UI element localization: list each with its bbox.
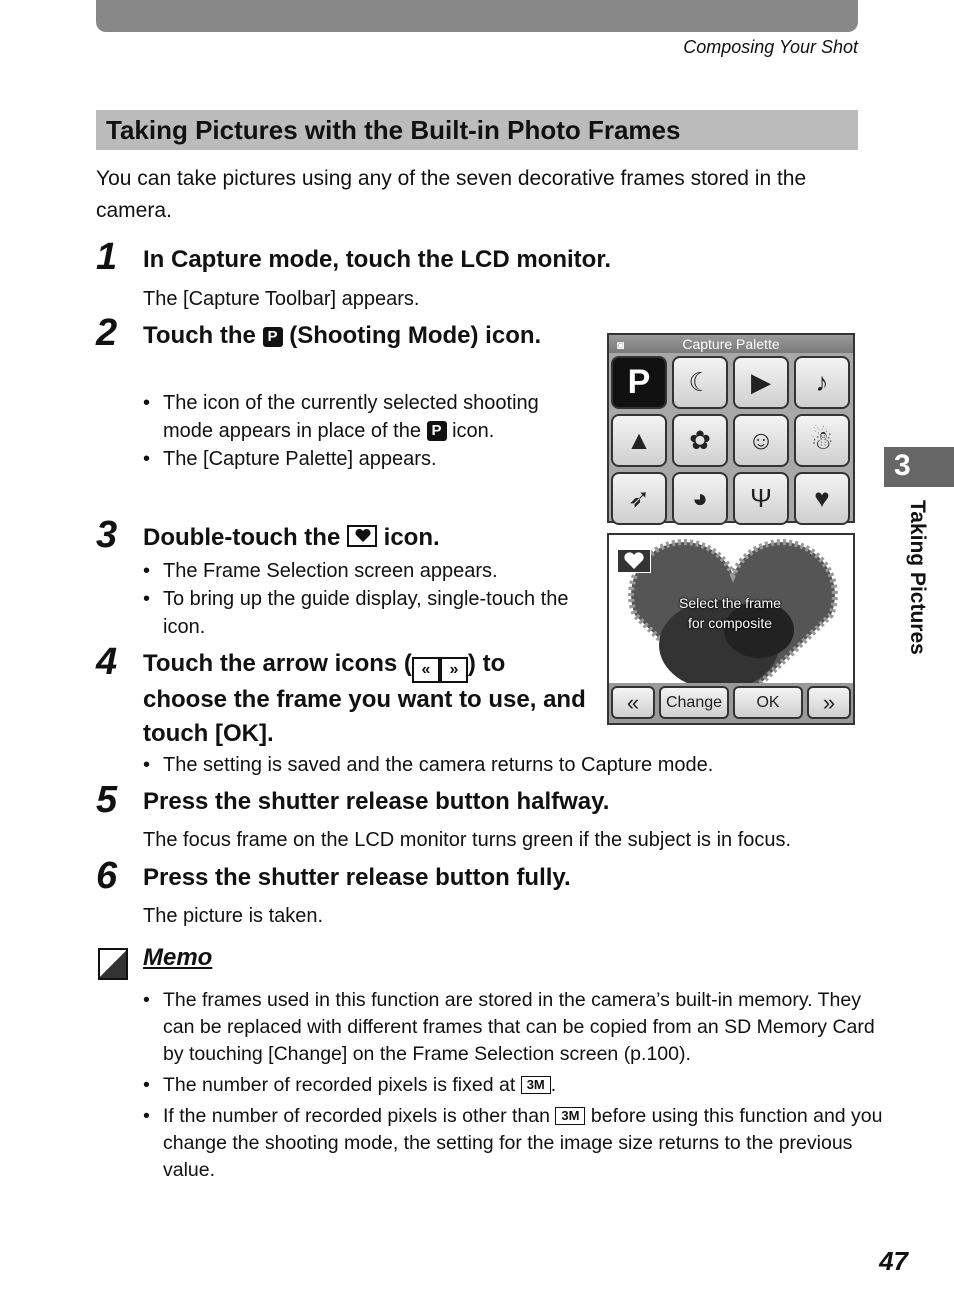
palette-title: Capture Palette bbox=[609, 335, 853, 353]
change-button[interactable]: Change bbox=[659, 686, 729, 719]
frame-icon bbox=[347, 525, 377, 547]
capture-palette-screen bbox=[607, 333, 855, 523]
program-icon[interactable]: P bbox=[611, 356, 667, 409]
camera-icon: ◙ bbox=[617, 338, 625, 352]
page-number: 47 bbox=[879, 1246, 908, 1276]
left-arrow-icon: « bbox=[412, 657, 440, 683]
step-4-title: Touch the arrow icons ( « » ) to choose the frame you want to use, and touch [OK]. bbox=[143, 650, 586, 747]
step-6-body: The picture is taken. bbox=[143, 905, 324, 927]
resolution-3m-icon: 3M bbox=[521, 1076, 551, 1094]
section-title: Taking Pictures with the Built-in Photo Frames bbox=[106, 115, 681, 145]
pet-icon[interactable]: ◕ bbox=[672, 472, 728, 525]
chapter-label: Taking Pictures bbox=[906, 500, 929, 655]
resolution-3m-icon: 3M bbox=[555, 1107, 585, 1125]
step-5-number: 5 bbox=[96, 779, 118, 821]
memo-item-1: • The frames used in this function are stored in the camera’s built-in memory. They can be replaced with different frames that can be copied from an SD Memory Card by touching [Change] on the Frame Selection screen (p.100). bbox=[143, 987, 883, 1068]
food-icon[interactable]: Ψ bbox=[733, 472, 789, 525]
step-6-title: Press the shutter release button fully. bbox=[143, 864, 571, 891]
step-3-title: Double-touch the icon. bbox=[143, 524, 440, 551]
landscape-icon[interactable]: ▲ bbox=[611, 414, 667, 467]
step-4-bullets bbox=[143, 751, 863, 779]
memo-list bbox=[143, 987, 883, 1188]
step-6-number: 6 bbox=[96, 855, 118, 897]
frame-heart-icon bbox=[617, 549, 651, 573]
ok-button[interactable]: OK bbox=[733, 686, 803, 719]
step-5-body: The focus frame on the LCD monitor turns green if the subject is in focus. bbox=[143, 829, 792, 851]
step-3-bullet-2: • To bring up the guide display, single-touch the icon. bbox=[143, 585, 593, 641]
frame-guide-message: Select the frame for composite bbox=[679, 595, 781, 631]
movie-icon[interactable]: ▶ bbox=[733, 356, 789, 409]
intro-text: You can take pictures using any of the seven decorative frames stored in the camera. bbox=[96, 167, 807, 222]
memo-item-2: • The number of recorded pixels is fixed at 3M . bbox=[143, 1072, 883, 1099]
step-3-bullets bbox=[143, 557, 593, 641]
header-bar bbox=[96, 0, 858, 32]
step-4-bullet-1: • The setting is saved and the camera returns to Capture mode. bbox=[143, 751, 863, 779]
step-1-body: The [Capture Toolbar] appears. bbox=[143, 288, 420, 310]
step-3-number: 3 bbox=[96, 514, 118, 556]
running-title: Composing Your Shot bbox=[683, 37, 858, 57]
night-scene-icon[interactable]: ☾ bbox=[672, 356, 728, 409]
frame-button-bar bbox=[609, 683, 853, 723]
chapter-tab bbox=[884, 447, 954, 487]
step-2-bullet-2: • The [Capture Palette] appears. bbox=[143, 445, 583, 473]
step-3-bullet-1: • The Frame Selection screen appears. bbox=[143, 557, 593, 585]
previous-frame-button[interactable]: « bbox=[611, 686, 655, 719]
step-1-number: 1 bbox=[96, 236, 118, 278]
step-2-number: 2 bbox=[96, 312, 118, 354]
chapter-number: 3 bbox=[894, 449, 911, 482]
frame-selection-screen bbox=[607, 533, 855, 725]
step-2-bullet-1: • The icon of the currently selected shooting mode appears in place of the P icon. bbox=[143, 389, 583, 445]
shooting-mode-icon: P bbox=[427, 421, 447, 441]
palette-grid bbox=[611, 356, 853, 525]
portrait-icon[interactable]: ☺ bbox=[733, 414, 789, 467]
shooting-mode-icon: P bbox=[263, 327, 283, 347]
sport-icon[interactable]: ➶ bbox=[611, 472, 667, 525]
memo-icon bbox=[98, 948, 128, 980]
next-frame-button[interactable]: » bbox=[807, 686, 851, 719]
frame-icon[interactable]: ♥ bbox=[794, 472, 850, 525]
section-heading bbox=[96, 110, 858, 150]
voice-icon[interactable]: ♪ bbox=[794, 356, 850, 409]
flower-icon[interactable]: ✿ bbox=[672, 414, 728, 467]
memo-item-3: • If the number of recorded pixels is other than 3M before using this function and you change the shooting mode, the setting for the image size returns to the previous value. bbox=[143, 1103, 883, 1184]
step-2-title: Touch the P (Shooting Mode) icon. bbox=[143, 322, 542, 349]
step-2-bullets bbox=[143, 389, 583, 473]
step-4-number: 4 bbox=[96, 641, 118, 683]
step-5-title: Press the shutter release button halfway. bbox=[143, 788, 610, 815]
snow-icon[interactable]: ☃ bbox=[794, 414, 850, 467]
memo-title: Memo bbox=[143, 944, 213, 971]
step-1-title: In Capture mode, touch the LCD monitor. bbox=[143, 246, 611, 273]
right-arrow-icon: » bbox=[440, 657, 468, 683]
